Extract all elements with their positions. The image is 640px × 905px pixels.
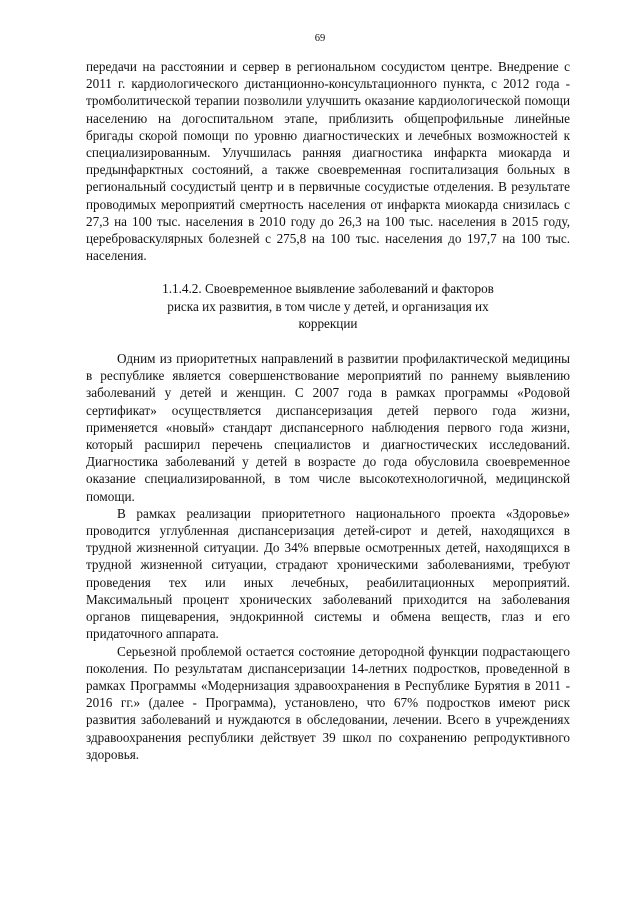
section-heading-line: риска их развития, в том числе у детей, и организация их	[167, 298, 489, 314]
page-content	[86, 58, 570, 763]
section-heading	[86, 280, 570, 332]
paragraph-cardiology-results: передачи на расстоянии и сервер в региональном сосудистом центре. Внедрение с 2011 г. кардиологического дистанционно-консультационного пункта, с 2012 года - тромболитической терапии позволили улучшить оказание кардиологической помощи населению на догоспитальном этапе, приблизить общепрофильные линейные бригады скорой помощи по уровню диагностических и лечебных возможностей к специализированным. Улучшилась ранняя диагностика инфаркта миокарда и предынфарктных состояний, а также своевременная госпитализация больных в региональный сосудистый центр и в первичные сосудистые отделения. В результате проводимых мероприятий смертность населения от инфаркта миокарда снизилась с 27,3 на 100 тыс. населения в 2010 году до 26,3 на 100 тыс. населения в 2015 году, цереброваскулярных болезней с 275,8 на 100 тыс. населения до 197,7 на 100 тыс. населения.	[86, 59, 570, 264]
page-number: 69	[314, 33, 326, 44]
paragraph-reproductive-health: Серьезной проблемой остается состояние детородной функции подрастающего поколения. По результатам диспансеризации 14-летних подростков, проведенной в рамках Программы «Модернизация здравоохранения в Республике Бурятия в 2011 - 2016 гг.» (далее - Программа), установлено, что 67% подростков имеют риск развития заболеваний и нуждаются в обследовании, лечении. Всего в учреждениях здравоохранения республики действует 39 школ по сохранению репродуктивного здоровья.	[86, 643, 570, 762]
section-heading-line: коррекции	[298, 315, 358, 331]
section-heading-line: 1.1.4.2. Своевременное выявление заболеваний и факторов	[162, 281, 494, 297]
paragraph-early-detection: Одним из приоритетных направлений в развитии профилактической медицины в республике является совершенствование мероприятий по раннему выявлению заболеваний у детей и женщин. С 2007 года в рамках программы «Родовой сертификат» осуществляется диспансеризация детей первого года жизни, применяется «новый» стандарт диспансерного наблюдения первого года жизни, который расширил перечень специалистов и диагностических исследований. Диагностика заболеваний у детей в возрасте до года обусловила своевременное оказание специализированной, в том числе высокотехнологичной, медицинской помощи.	[86, 351, 570, 504]
paragraph-orphan-screening: В рамках реализации приоритетного национального проекта «Здоровье» проводится углубленная диспансеризация детей-сирот и детей, находящихся в трудной жизненной ситуации. До 34% впервые осмотренных детей, находящихся в трудной жизненной ситуации, страдают хроническими заболеваниями, требуют проведения тех или иных лечебных, реабилитационных мероприятий. Максимальный процент хронических заболеваний приходится на заболевания органов пищеварения, эндокринной системы и обмена веществ, глаз и его придаточного аппарата.	[86, 505, 570, 642]
